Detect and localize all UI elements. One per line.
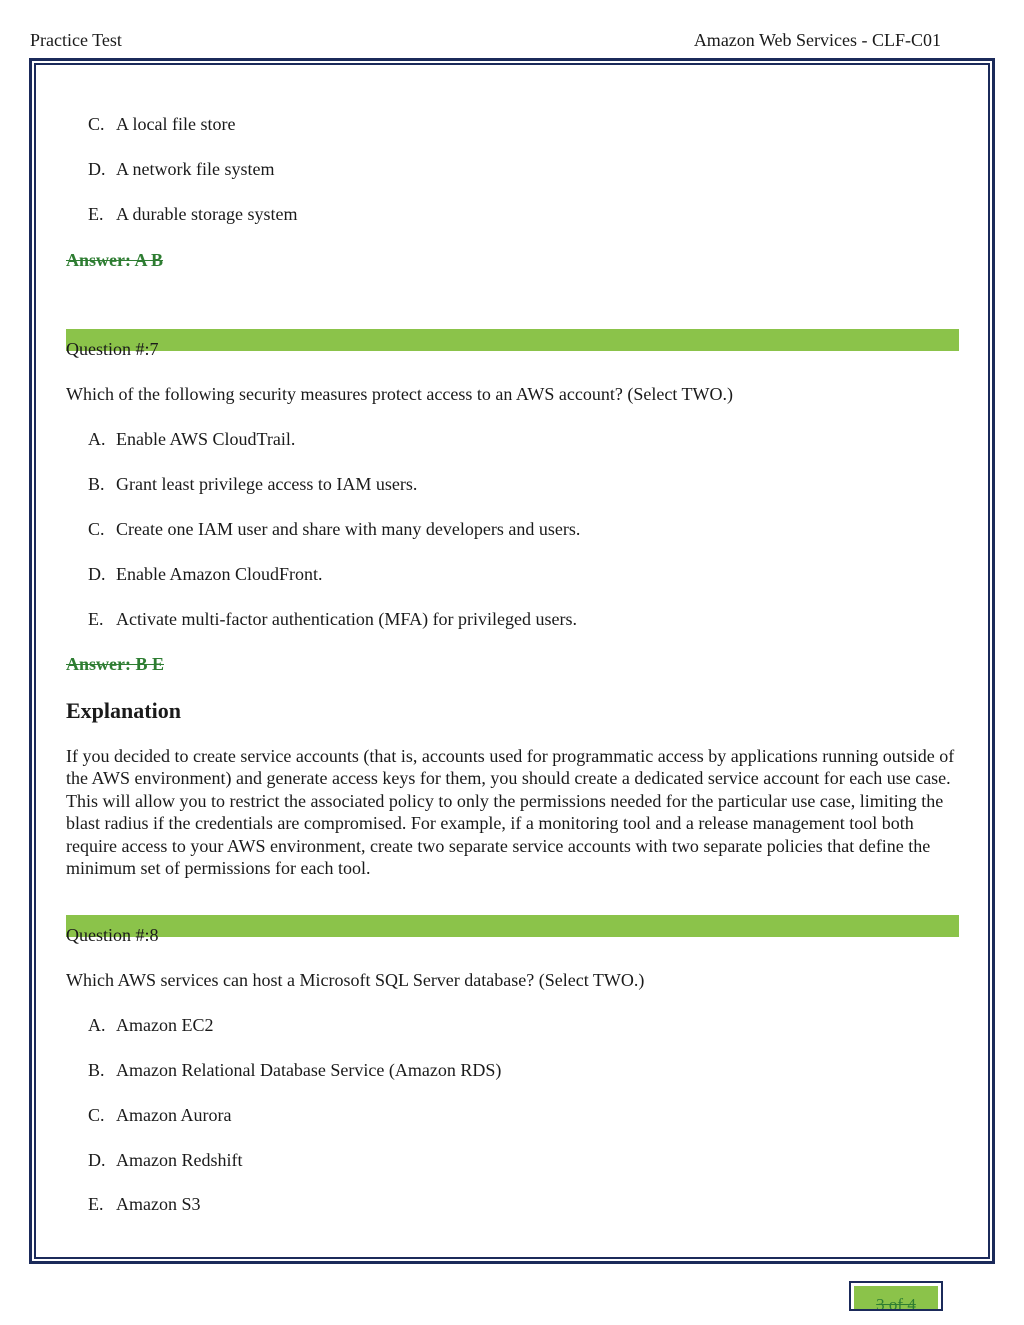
page-number-box <box>849 1281 943 1311</box>
q8-option-a <box>88 1015 213 1036</box>
q8-header-bar <box>66 915 959 937</box>
q8-option-b <box>88 1060 501 1081</box>
option-letter: A. <box>88 429 106 449</box>
q7-question-text: Which of the following security measures protect access to an AWS account? (Select TWO.) <box>66 384 733 404</box>
option-text: Amazon S3 <box>116 1194 201 1214</box>
option-text: Activate multi-factor authentication (MFA) for privileged users. <box>116 609 578 629</box>
option-text: Create one IAM user and share with many developers and users. <box>116 519 581 539</box>
q7-option-a <box>88 429 295 450</box>
option-text: Amazon Redshift <box>116 1150 243 1170</box>
option-letter: B. <box>88 474 105 494</box>
q6-option-e <box>88 204 297 225</box>
page-number: 3 of 4 <box>876 1295 916 1311</box>
option-letter: C. <box>88 114 105 134</box>
q6-option-d <box>88 159 274 180</box>
option-text: Amazon Relational Database Service (Amazon RDS) <box>116 1060 502 1080</box>
option-letter: C. <box>88 519 105 539</box>
q8-title: Question #:8 <box>66 925 159 945</box>
option-letter: E. <box>88 609 104 629</box>
option-letter: B. <box>88 1060 105 1080</box>
option-letter: D. <box>88 564 106 584</box>
q7-option-e <box>88 609 577 630</box>
q8-option-e <box>88 1194 201 1215</box>
q7-title: Question #:7 <box>66 339 159 359</box>
option-text: Enable AWS CloudTrail. <box>116 429 296 449</box>
q8-question-text: Which AWS services can host a Microsoft SQL Server database? (Select TWO.) <box>66 970 645 990</box>
option-text: A network file system <box>116 159 275 179</box>
q7-answer: Answer: B E <box>66 654 164 674</box>
q6-answer: Answer: A B <box>66 250 164 270</box>
option-text: Amazon EC2 <box>116 1015 214 1035</box>
option-text: Amazon Aurora <box>116 1105 232 1125</box>
option-letter: D. <box>88 159 106 179</box>
option-letter: E. <box>88 1194 104 1214</box>
option-text: A durable storage system <box>116 204 298 224</box>
explanation-text: If you decided to create service accounts (that is, accounts used for programmatic access by applications running outside of the AWS environment) and generate access keys for them, you should create a dedicated service account for each use case. This will allow you to restrict the associated policy to only the permissions needed for the particular use case, limiting the blast radius if the credentials are compromised. For example, if a monitoring tool and a release management tool both require access to your AWS environment, create two separate service accounts with two separate policies that define the minimum set of permissions for each tool. <box>66 746 955 879</box>
header-left-title: Practice Test <box>30 30 122 50</box>
explanation-heading: Explanation <box>66 698 181 723</box>
header-right-title: Amazon Web Services - CLF-C01 <box>693 30 941 50</box>
option-letter: A. <box>88 1015 106 1035</box>
q8-option-d <box>88 1150 242 1171</box>
q7-option-b <box>88 474 417 495</box>
option-text: Enable Amazon CloudFront. <box>116 564 323 584</box>
q8-option-c <box>88 1105 231 1126</box>
q6-option-c <box>88 114 235 135</box>
option-text: A local file store <box>116 114 236 134</box>
option-letter: E. <box>88 204 104 224</box>
option-letter: C. <box>88 1105 105 1125</box>
q7-header-bar <box>66 329 959 351</box>
q7-option-c <box>88 519 580 540</box>
option-text: Grant least privilege access to IAM users. <box>116 474 418 494</box>
option-letter: D. <box>88 1150 106 1170</box>
q7-option-d <box>88 564 322 585</box>
